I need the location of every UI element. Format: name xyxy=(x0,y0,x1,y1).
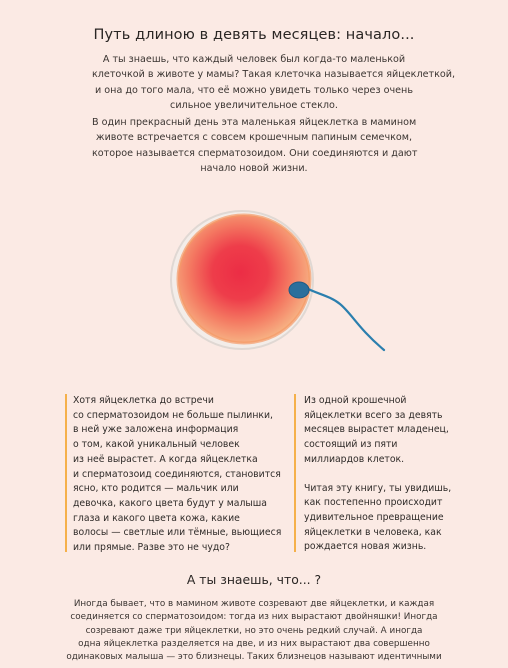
text-line: яйцеклетки всего за девять xyxy=(304,409,443,421)
text-line: соединяется со сперматозоидом: тогда из них вырастают двойняшки! Иногда xyxy=(70,612,438,623)
egg-cell-and-sperm-illustration xyxy=(160,196,390,362)
sperm-head xyxy=(289,282,309,298)
text-line: месяцев вырастет младенец, xyxy=(304,424,449,436)
intro-paragraph-1 xyxy=(92,52,456,114)
text-line: глаза и какого цвета кожа, какие xyxy=(73,512,240,524)
text-line: и сперматозоид соединяются, становится xyxy=(73,468,281,480)
section-subtitle: А ты знаешь, что... ? xyxy=(186,572,322,587)
page-title: Путь длиною в девять месяцев: начало... xyxy=(93,27,415,43)
text-line: Хотя яйцеклетка до встречи xyxy=(73,395,214,406)
text-line: сильное увеличительное стекло. xyxy=(170,100,338,112)
text-line: о том, какой уникальный человек xyxy=(73,439,240,451)
text-line: со сперматозоидом не больше пылинки, xyxy=(73,409,274,421)
text-line: которое называется сперматозоидом. Они соединяются и дают xyxy=(92,147,418,159)
did-you-know-paragraph xyxy=(58,598,450,664)
text-line: клеточкой в животе у мамы? Такая клеточка называется яйцеклеткой, xyxy=(92,69,456,81)
text-line: в ней уже заложена информация xyxy=(73,424,239,436)
text-line: одна яйцеклетка разделяется на две, и из них вырастают два совершенно xyxy=(78,638,430,649)
text-line: или прямые. Разве это не чудо? xyxy=(73,542,230,554)
intro-paragraph-2 xyxy=(92,115,416,177)
text-line: В один прекрасный день эта маленькая яйцеклетка в мамином xyxy=(92,117,417,128)
text-line: как постепенно происходит xyxy=(304,497,443,509)
fact-box-left xyxy=(65,394,280,552)
text-line: из неё вырастет. А когда яйцеклетка xyxy=(73,453,258,465)
text-line: волосы — светлые или тёмные, вьющиеся xyxy=(73,527,282,539)
text-line: миллиардов клеток. xyxy=(304,453,405,465)
text-line: удивительное превращение xyxy=(304,511,444,523)
text-line: рождается новая жизнь. xyxy=(304,541,427,553)
text-line: Читая эту книгу, ты увидишь, xyxy=(304,482,452,494)
text-line: ясно, кто родится — мальчик или xyxy=(73,483,239,495)
text-line: Из одной крошечной xyxy=(304,395,407,406)
fact-box-right xyxy=(294,394,454,552)
text-line: одинаковых малыша — это близнецы. Таких близнецов называют идентичными xyxy=(66,652,442,663)
text-line: начало новой жизни. xyxy=(200,163,308,175)
text-line: животе встречается с совсем крошечным папиным семечком, xyxy=(95,132,413,144)
text-line: А ты знаешь, что каждый человек был когда-то маленькой xyxy=(102,54,406,65)
text-line: девочка, какого цвета будут у малыша xyxy=(73,497,267,509)
text-line: яйцеклетки в человека, как xyxy=(304,526,442,538)
text-line: Иногда бывает, что в мамином животе созревают две яйцеклетки, и каждая xyxy=(73,599,435,609)
text-line: состоящий из пяти xyxy=(304,439,398,451)
sperm-tail xyxy=(306,288,384,350)
text-line: и она до того мала, что её можно увидеть только через очень xyxy=(95,84,413,96)
text-line: созревают даже три яйцеклетки, но это очень редкий случай. А иногда xyxy=(85,625,423,636)
